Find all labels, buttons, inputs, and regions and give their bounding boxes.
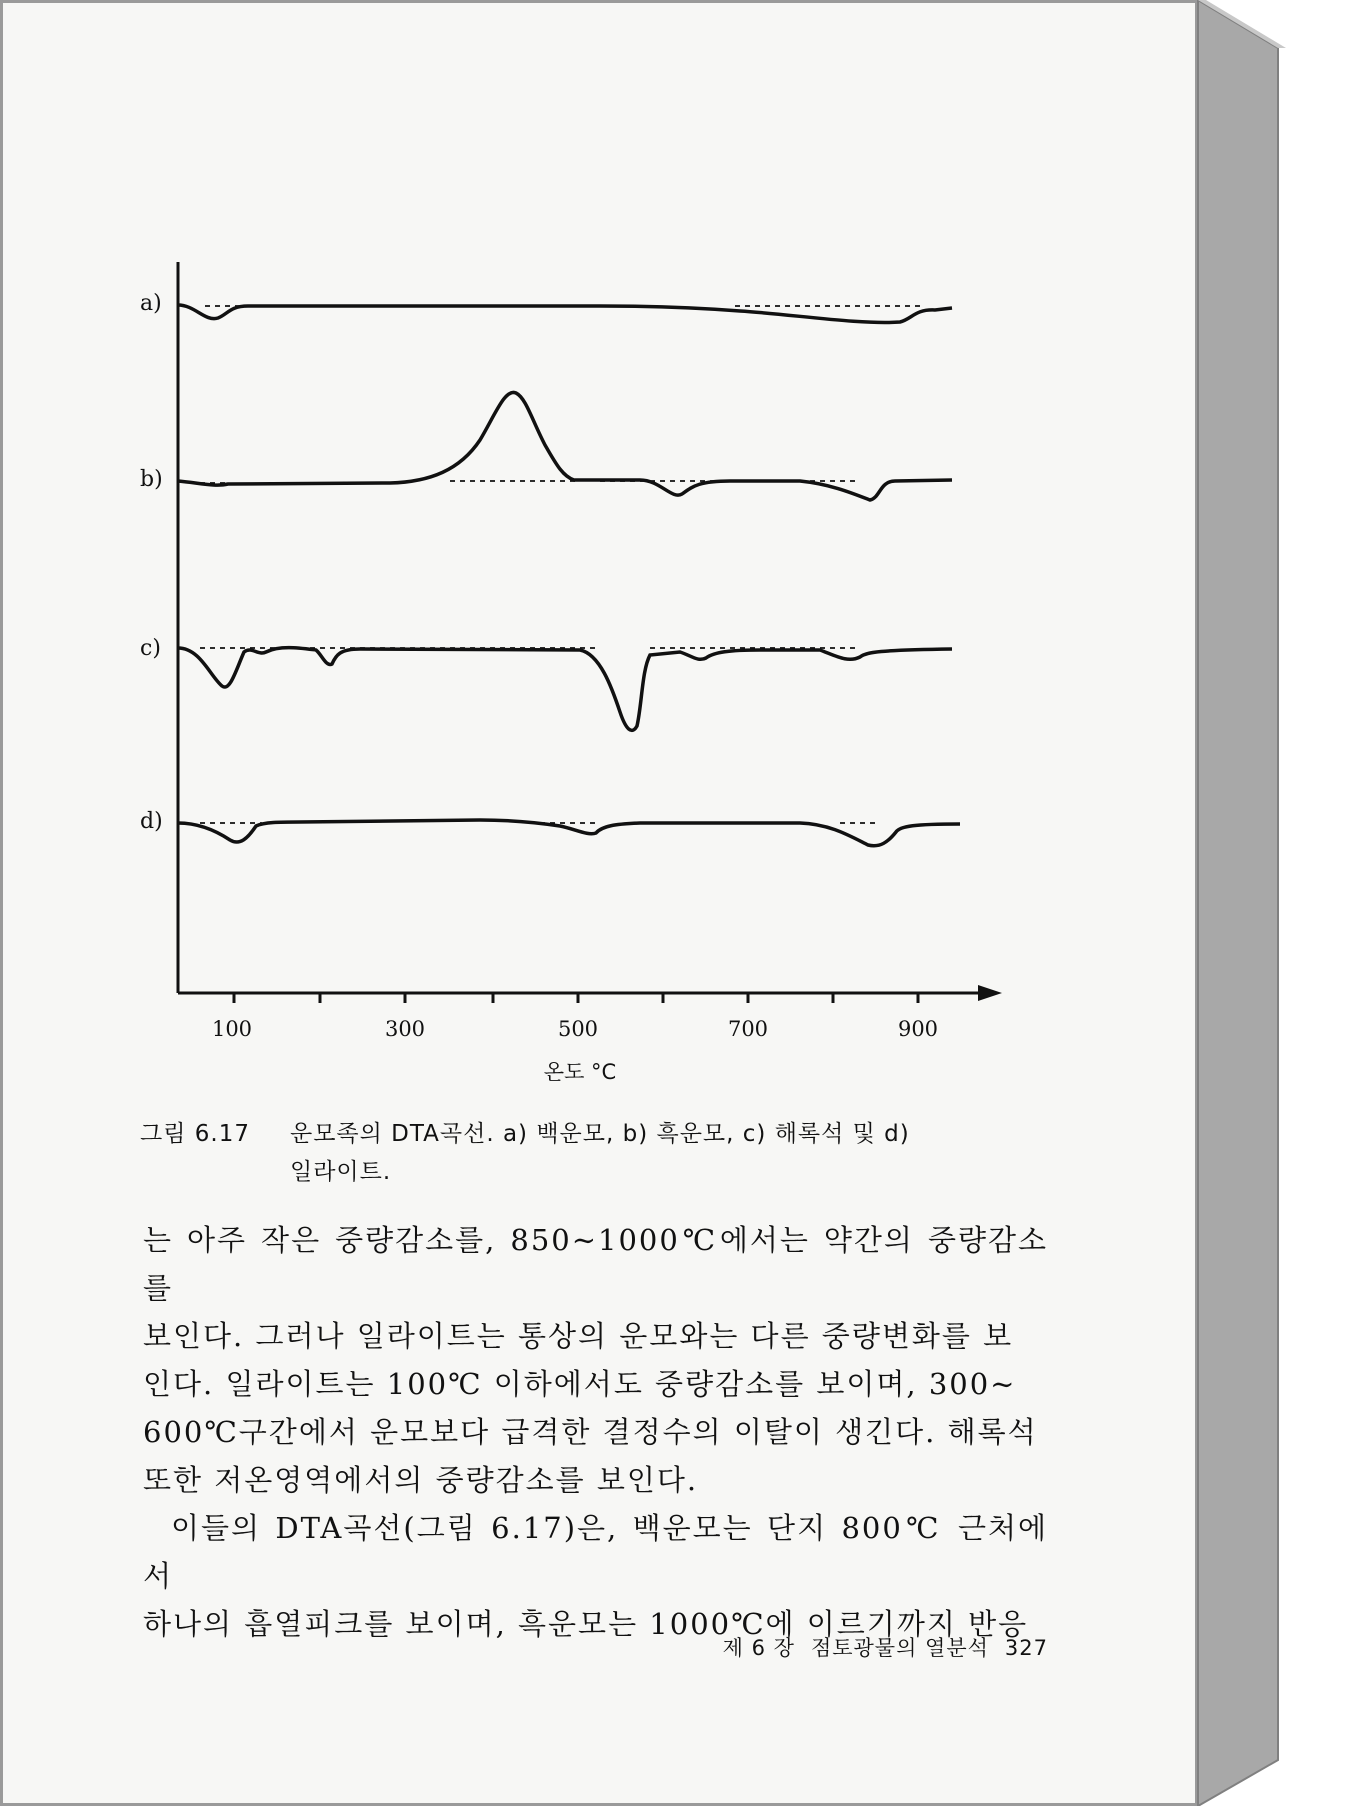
text-line: 600℃구간에서 운모보다 급격한 결정수의 이탈이 생긴다. 해록석	[143, 1415, 1038, 1449]
x-tick-300: 300	[384, 1017, 426, 1041]
x-tick-500: 500	[557, 1017, 599, 1041]
text-line: 인다. 일라이트는 100℃ 이하에서도 중량감소를 보이며, 300∼	[143, 1367, 1017, 1401]
page-number: 327	[1004, 1636, 1048, 1660]
x-tick-100: 100	[211, 1017, 253, 1041]
curve-label-d: d)	[140, 809, 163, 834]
caption-text: 운모족의 DTA곡선. a) 백운모, b) 흑운모, c) 해록석 및 d)	[290, 1121, 910, 1147]
text-line: 하나의 흡열피크를 보이며, 흑운모는 1000℃에 이르기까지 반응	[143, 1607, 1029, 1641]
chapter-number: 제 6 장	[722, 1636, 795, 1660]
x-tick-700: 700	[727, 1017, 769, 1041]
text-line: 보인다. 그러나 일라이트는 통상의 운모와는 다른 중량변화를 보	[143, 1319, 1014, 1353]
x-axis-arrow	[978, 985, 1002, 1001]
curve-c	[178, 648, 952, 731]
x-axis-label: 온도 °C	[543, 1060, 617, 1084]
text-line: 이들의 DTA곡선(그림 6.17)은, 백운모는 단지 800℃ 근처에서	[143, 1511, 1048, 1593]
caption-text-continued: 일라이트.	[290, 1159, 392, 1185]
text-line: 는 아주 작은 중량감소를, 850∼1000℃에서는 약간의 중량감소를	[143, 1223, 1048, 1305]
curve-label-a: a)	[140, 291, 162, 316]
body-text	[143, 1216, 1048, 1648]
figure-caption	[140, 1115, 1060, 1191]
curve-label-c: c)	[140, 636, 161, 661]
x-tick-900: 900	[897, 1017, 939, 1041]
curve-a	[178, 305, 952, 323]
page-footer	[650, 1632, 1048, 1662]
text-line: 또한 저온영역에서의 중량감소를 보인다.	[143, 1463, 699, 1497]
curve-label-b: b)	[140, 467, 163, 492]
figure-number: 그림 6.17	[140, 1121, 250, 1147]
curve-d	[178, 820, 960, 846]
curve-b	[178, 392, 952, 500]
chapter-title: 점토광물의 열분석	[810, 1636, 989, 1660]
